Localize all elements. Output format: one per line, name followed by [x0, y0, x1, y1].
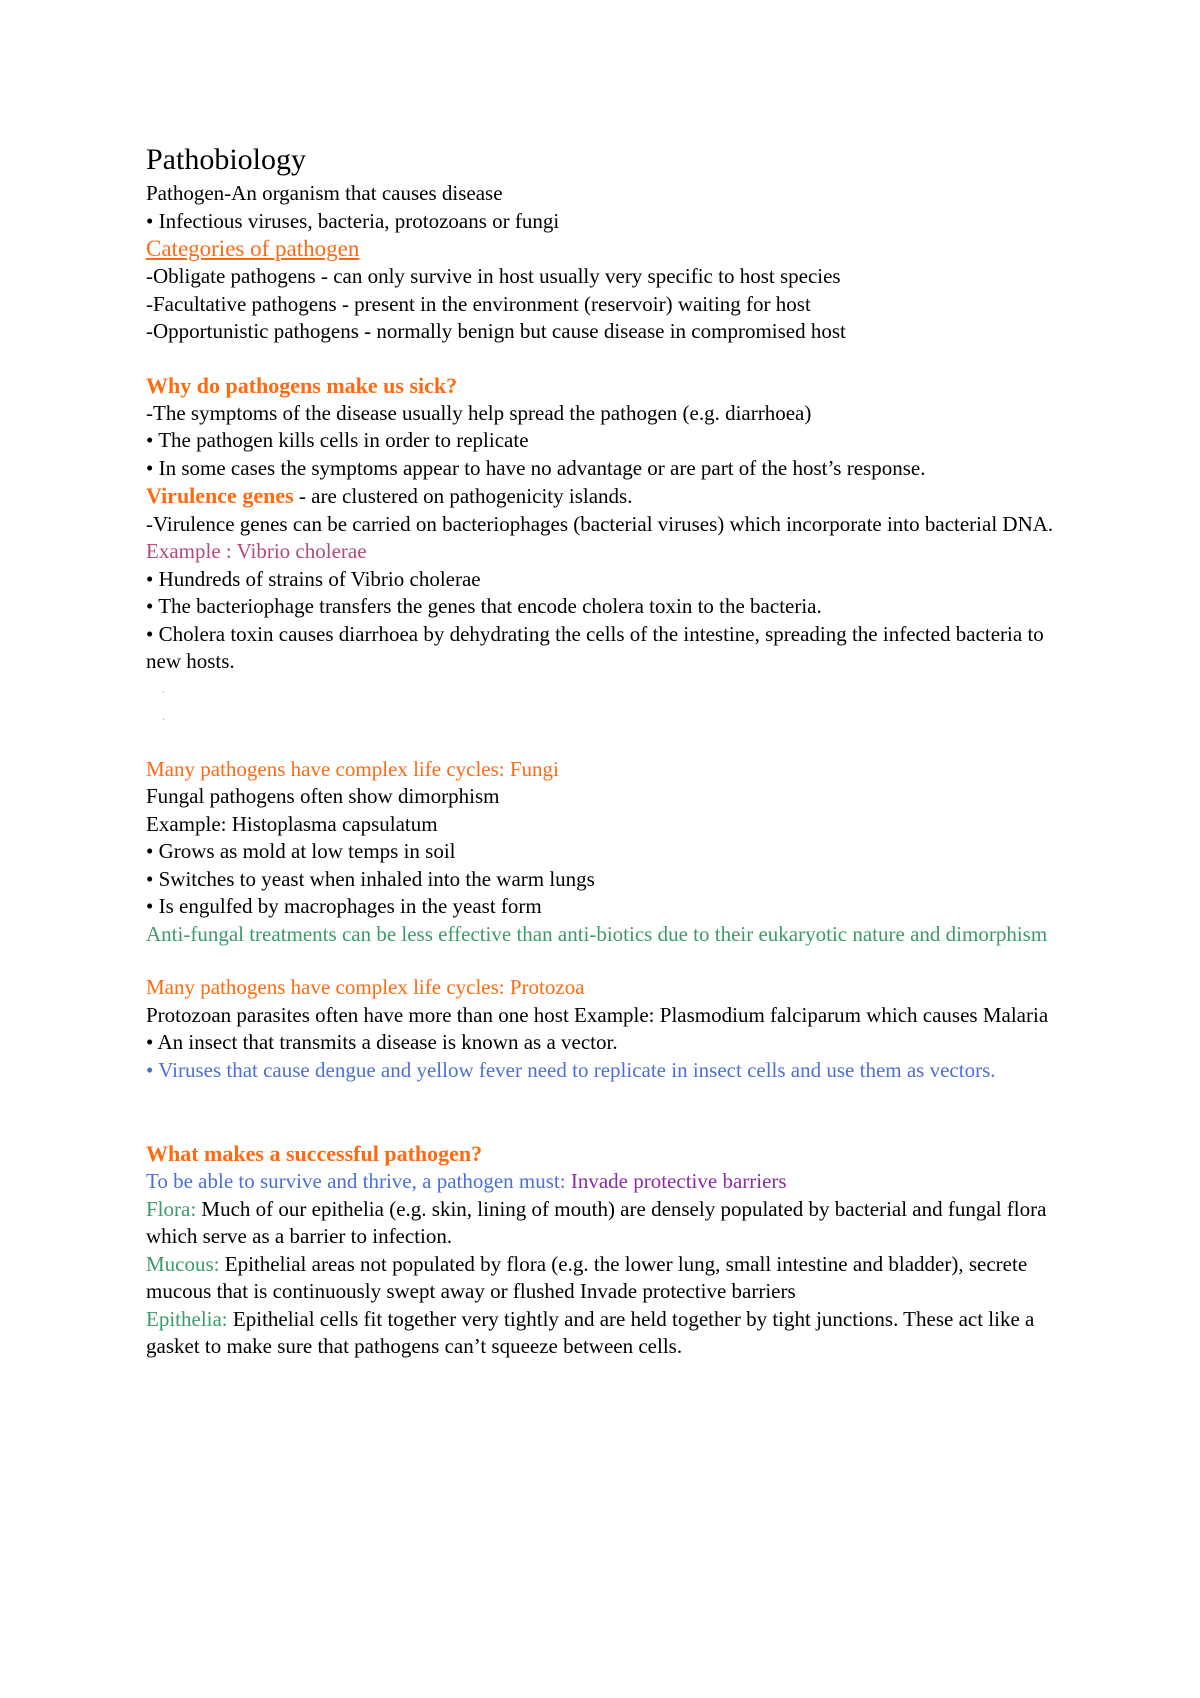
successful-intro-barrier: Invade protective barriers — [570, 1169, 787, 1193]
categories-heading: Categories of pathogen — [146, 236, 360, 261]
document-page — [146, 140, 1076, 1361]
example-label: Example : Vibrio cholerae — [146, 539, 367, 563]
flora-label: Flora: — [146, 1196, 197, 1221]
successful-intro — [146, 1168, 1076, 1196]
virulence-detail: -Virulence genes can be carried on bacteriophages (bacterial viruses) which incorporate into bacterial DNA. — [146, 511, 1054, 536]
stray-dot: . — [162, 708, 165, 723]
category-facultative: -Facultative pathogens - present in the environment (reservoir) waiting for host — [146, 291, 811, 316]
mucous-text: Epithelial areas not populated by flora (e.g. the lower lung, small intestine and bladder), secrete mucous that is continuously swept away or flushed Invade protective barriers — [146, 1251, 1028, 1303]
why-sick-item: • The pathogen kills cells in order to replicate — [146, 428, 529, 452]
document-title: Pathobiology — [146, 143, 307, 176]
mucous-label: Mucous: — [146, 1251, 220, 1276]
why-sick-heading: Why do pathogens make us sick? — [146, 372, 458, 398]
fungi-item: • Is engulfed by macrophages in the yeast form — [146, 894, 542, 918]
fungi-heading: Many pathogens have complex life cycles: Fungi — [146, 756, 559, 781]
flora-text: Much of our epithelia (e.g. skin, lining of mouth) are densely populated by bacterial and fungal flora which serve as a barrier to infection. — [146, 1196, 1047, 1248]
fungi-item: • Grows as mold at low temps in soil — [146, 839, 456, 863]
category-obligate: -Obligate pathogens - can only survive in host usually very specific to host species — [146, 264, 841, 288]
fungi-item: • Switches to yeast when inhaled into the warm lungs — [146, 866, 595, 891]
fungi-item: Fungal pathogens often show dimorphism — [146, 784, 500, 808]
why-sick-item: • In some cases the symptoms appear to have no advantage or are part of the host’s response. — [146, 455, 926, 480]
protozoa-text: Protozoan parasites often have more than one host Example: Plasmodium falciparum which causes Malaria — [146, 1002, 1049, 1027]
fungi-note: Anti-fungal treatments can be less effective than anti-biotics due to their eukaryotic nature and dimorphism — [146, 921, 1048, 946]
cholera-item: • Cholera toxin causes diarrhoea by dehydrating the cells of the intestine, spreading the infected bacteria to new hosts. — [146, 621, 1044, 673]
virulence-term: Virulence genes — [146, 483, 294, 508]
successful-heading: What makes a successful pathogen? — [146, 1141, 483, 1166]
cholera-item: • The bacteriophage transfers the genes that encode cholera toxin to the bacteria. — [146, 594, 822, 618]
why-sick-item: -The symptoms of the disease usually help spread the pathogen (e.g. diarrhoea) — [146, 400, 812, 425]
pathogen-definition: Pathogen-An organism that causes disease — [146, 181, 503, 205]
pathogen-types-bullet: • Infectious viruses, bacteria, protozoans or fungi — [146, 208, 560, 233]
cholera-item: • Hundreds of strains of Vibrio cholerae — [146, 566, 481, 591]
mucous-paragraph — [146, 1251, 1076, 1306]
epithelia-paragraph — [146, 1306, 1076, 1361]
fungi-item: Example: Histoplasma capsulatum — [146, 811, 438, 836]
epithelia-text: Epithelial cells fit together very tightly and are held together by tight junctions. These act like a gasket to make sure that pathogens can’t squeeze between cells. — [146, 1306, 1035, 1358]
stray-dot: . — [162, 681, 165, 696]
virulence-text: - are clustered on pathogenicity islands. — [293, 484, 633, 508]
epithelia-label: Epithelia: — [146, 1306, 228, 1331]
category-opportunistic: -Opportunistic pathogens - normally benign but cause disease in compromised host — [146, 319, 846, 343]
virulence-line — [146, 482, 1076, 511]
protozoa-heading: Many pathogens have complex life cycles: Protozoa — [146, 975, 585, 999]
successful-intro-text: To be able to survive and thrive, a pathogen must: — [146, 1169, 571, 1193]
protozoa-bullet: • An insect that transmits a disease is known as a vector. — [146, 1030, 618, 1054]
protozoa-note: • Viruses that cause dengue and yellow fever need to replicate in insect cells and use them as vectors. — [146, 1057, 996, 1082]
flora-paragraph — [146, 1196, 1076, 1251]
